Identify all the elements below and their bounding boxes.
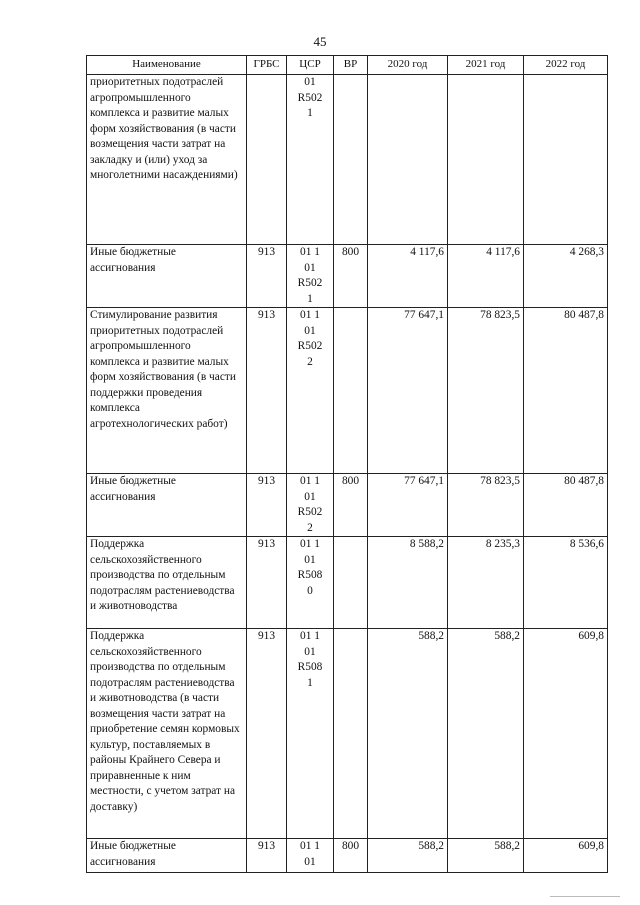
row-name: Поддержка сельскохозяйственного производства по отдельным подотраслям растениеводства и животноводства (в части возмещения части затрат на приобретение семян кормовых культур, поставляемых в районы Крайнего Севера и приравненные к ним местности, с учетом затрат на доставку) xyxy=(87,629,247,839)
row-grbs: 913 xyxy=(247,245,287,308)
row-2022 xyxy=(524,75,608,245)
csr-part: 01 xyxy=(304,261,316,274)
csr-part: 2 xyxy=(307,521,313,534)
row-vr: 800 xyxy=(334,245,368,308)
row-vr xyxy=(334,537,368,629)
row-vr: 800 xyxy=(334,839,368,873)
row-grbs xyxy=(247,75,287,245)
column-header-2020: 2020 год xyxy=(368,56,448,75)
row-vr xyxy=(334,75,368,245)
table-row xyxy=(87,629,608,839)
csr-part: 1 xyxy=(307,676,313,689)
row-vr xyxy=(334,629,368,839)
csr-part: 01 1 xyxy=(300,475,320,487)
csr-part: 01 xyxy=(304,324,316,337)
csr-part: 01 1 xyxy=(300,538,320,550)
row-2020: 588,2 xyxy=(368,629,448,839)
row-grbs: 913 xyxy=(247,308,287,474)
csr-part: 01 xyxy=(304,553,316,566)
row-grbs: 913 xyxy=(247,629,287,839)
row-grbs: 913 xyxy=(247,474,287,537)
row-2020 xyxy=(368,75,448,245)
csr-part: R502 xyxy=(297,506,323,518)
column-header-2021: 2021 год xyxy=(448,56,524,75)
row-name: Иные бюджетные ассигнования xyxy=(87,839,247,873)
column-header-grbs: ГРБС xyxy=(247,56,287,75)
row-2020: 77 647,1 xyxy=(368,308,448,474)
row-2021 xyxy=(448,75,524,245)
row-2021: 588,2 xyxy=(448,629,524,839)
row-2021: 4 117,6 xyxy=(448,245,524,308)
csr-part: 01 1 xyxy=(300,309,320,321)
csr-part: 01 xyxy=(304,76,316,88)
row-2021: 588,2 xyxy=(448,839,524,873)
row-csr xyxy=(287,629,334,839)
csr-part: 01 xyxy=(304,490,316,503)
table-row xyxy=(87,537,608,629)
row-csr xyxy=(287,839,334,873)
page-number: 45 xyxy=(313,34,327,49)
table-row xyxy=(87,245,608,308)
table-row xyxy=(87,839,608,873)
csr-part: R508 xyxy=(297,569,323,581)
row-name: Иные бюджетные ассигнования xyxy=(87,245,247,308)
column-header-csr: ЦСР xyxy=(287,56,334,75)
row-vr: 800 xyxy=(334,474,368,537)
row-csr xyxy=(287,537,334,629)
csr-part: R502 xyxy=(297,340,323,352)
row-csr xyxy=(287,75,334,245)
csr-part: R508 xyxy=(297,661,323,673)
row-2022: 609,8 xyxy=(524,629,608,839)
column-header-name: Наименование xyxy=(87,56,247,75)
row-2020: 77 647,1 xyxy=(368,474,448,537)
column-header-vr: ВР xyxy=(334,56,368,75)
row-name: приоритетных подотраслей агропромышленного комплекса и развитие малых форм хозяйствования (в части возмещения части затрат на закладку и (или) уход за многолетними насаждениями) xyxy=(87,75,247,245)
csr-part: 01 1 xyxy=(300,246,320,258)
row-2021: 78 823,5 xyxy=(448,308,524,474)
table-row xyxy=(87,75,608,245)
table-row xyxy=(87,474,608,537)
row-csr xyxy=(287,308,334,474)
csr-part: 01 1 xyxy=(300,840,320,852)
row-2020: 8 588,2 xyxy=(368,537,448,629)
row-2022: 4 268,3 xyxy=(524,245,608,308)
row-2022: 609,8 xyxy=(524,839,608,873)
csr-part: 01 1 xyxy=(300,630,320,642)
row-csr xyxy=(287,245,334,308)
scan-edge-mark xyxy=(550,896,620,897)
row-2022: 8 536,6 xyxy=(524,537,608,629)
row-grbs: 913 xyxy=(247,537,287,629)
row-2021: 78 823,5 xyxy=(448,474,524,537)
row-name: Стимулирование развития приоритетных подотраслей агропромышленного комплекса и развитие малых форм хозяйствования (в части поддержки проведения комплекса агротехнологических работ) xyxy=(87,308,247,474)
csr-part: 1 xyxy=(307,107,313,119)
row-name: Иные бюджетные ассигнования xyxy=(87,474,247,537)
budget-table xyxy=(86,55,608,873)
row-2022: 80 487,8 xyxy=(524,474,608,537)
row-grbs: 913 xyxy=(247,839,287,873)
row-csr xyxy=(287,474,334,537)
csr-part: R502 xyxy=(297,277,323,289)
row-vr xyxy=(334,308,368,474)
row-2020: 588,2 xyxy=(368,839,448,873)
column-header-2022: 2022 год xyxy=(524,56,608,75)
csr-part: 01 xyxy=(304,645,316,658)
csr-part: 1 xyxy=(307,292,313,305)
row-2021: 8 235,3 xyxy=(448,537,524,629)
row-2022: 80 487,8 xyxy=(524,308,608,474)
table-row xyxy=(87,308,608,474)
row-name: Поддержка сельскохозяйственного производства по отдельным подотраслям растениеводства и животноводства xyxy=(87,537,247,629)
csr-part: 0 xyxy=(307,584,313,597)
table-header-row xyxy=(87,56,608,75)
row-2020: 4 117,6 xyxy=(368,245,448,308)
csr-part: R502 xyxy=(297,91,323,104)
csr-part: 2 xyxy=(307,355,313,368)
csr-part: 01 xyxy=(304,855,316,868)
